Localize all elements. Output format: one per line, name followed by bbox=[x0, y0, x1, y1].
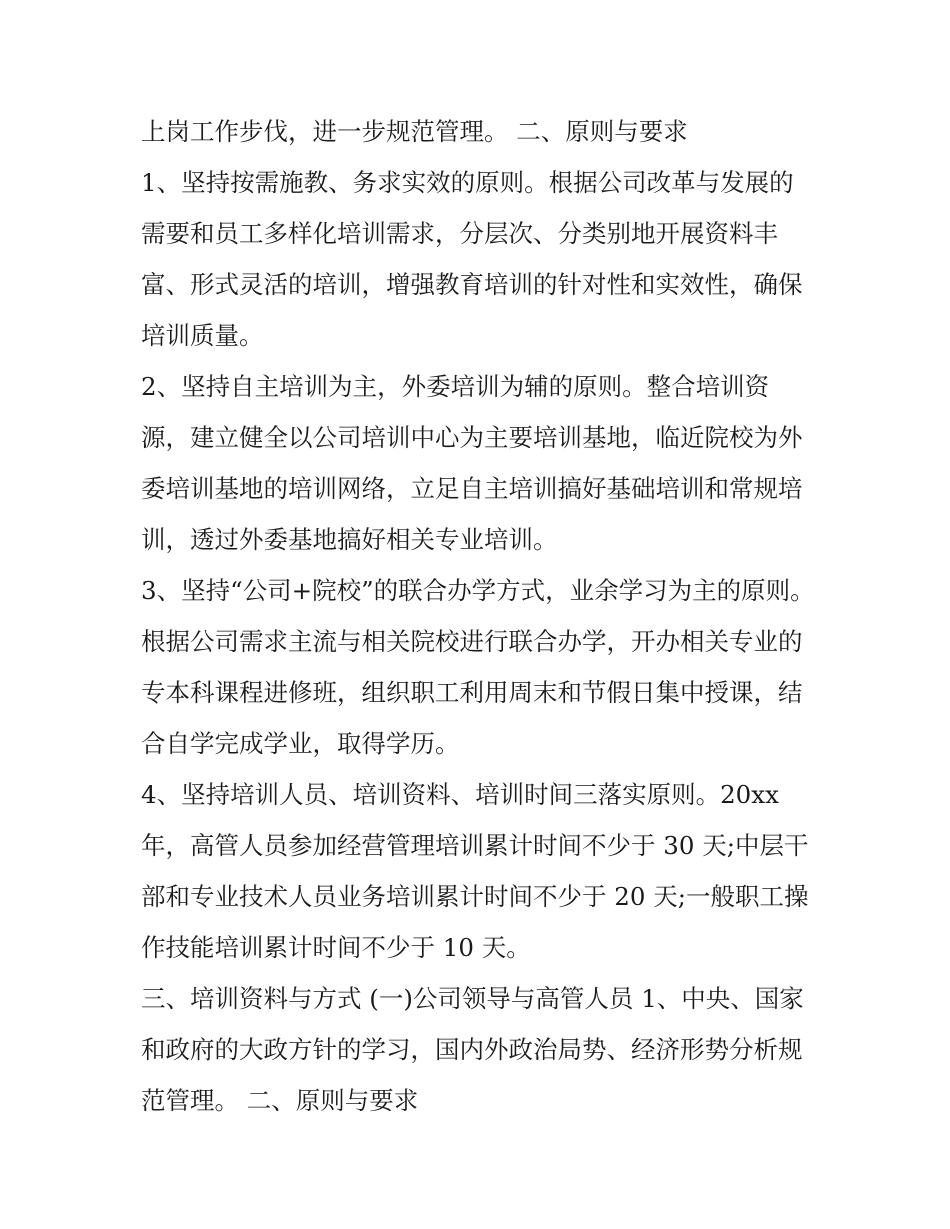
text-line: 培训质量。 bbox=[141, 321, 264, 350]
text-line: 部和专业技术人员业务培训累计时间不少于 20 天;一般职工操 bbox=[141, 882, 809, 911]
text-line: 委培训基地的培训网络，立足自主培训搞好基础培训和常规培 bbox=[141, 474, 803, 503]
text-line: 范管理。 二、原则与要求 bbox=[141, 1086, 419, 1115]
text-line: 训，透过外委基地搞好相关专业培训。 bbox=[141, 525, 558, 554]
text-line: 需要和员工多样化培训需求，分层次、分类别地开展资料丰 bbox=[141, 219, 778, 248]
text-line: 3、坚持“公司+院校”的联合办学方式，业余学习为主的原则。 bbox=[141, 576, 815, 605]
text-line: 作技能培训累计时间不少于 10 天。 bbox=[141, 933, 531, 962]
text-line: 根据公司需求主流与相关院校进行联合办学，开办相关专业的 bbox=[141, 627, 803, 656]
text-line: 上岗工作步伐，进一步规范管理。 二、原则与要求 bbox=[141, 117, 688, 146]
text-line: 源，建立健全以公司培训中心为主要培训基地，临近院校为外 bbox=[141, 423, 803, 452]
text-line: 1、坚持按需施教、务求实效的原则。根据公司改革与发展的 bbox=[141, 168, 794, 197]
text-line: 和政府的大政方针的学习，国内外政治局势、经济形势分析规 bbox=[141, 1035, 803, 1064]
text-line: 年，高管人员参加经营管理培训累计时间不少于 30 天;中层干 bbox=[141, 831, 809, 860]
text-line: 2、坚持自主培训为主，外委培训为辅的原则。整合培训资 bbox=[141, 372, 770, 401]
text-line: 4、坚持培训人员、培训资料、培训时间三落实原则。20xx bbox=[141, 780, 779, 809]
text-line: 富、形式灵活的培训，增强教育培训的针对性和实效性，确保 bbox=[141, 270, 803, 299]
text-line: 三、培训资料与方式 (一)公司领导与高管人员 1、中央、国家 bbox=[141, 984, 804, 1013]
document-body bbox=[141, 106, 821, 1126]
text-line: 专本科课程进修班，组织职工利用周末和节假日集中授课，结 bbox=[141, 678, 803, 707]
text-line: 合自学完成学业，取得学历。 bbox=[141, 729, 460, 758]
